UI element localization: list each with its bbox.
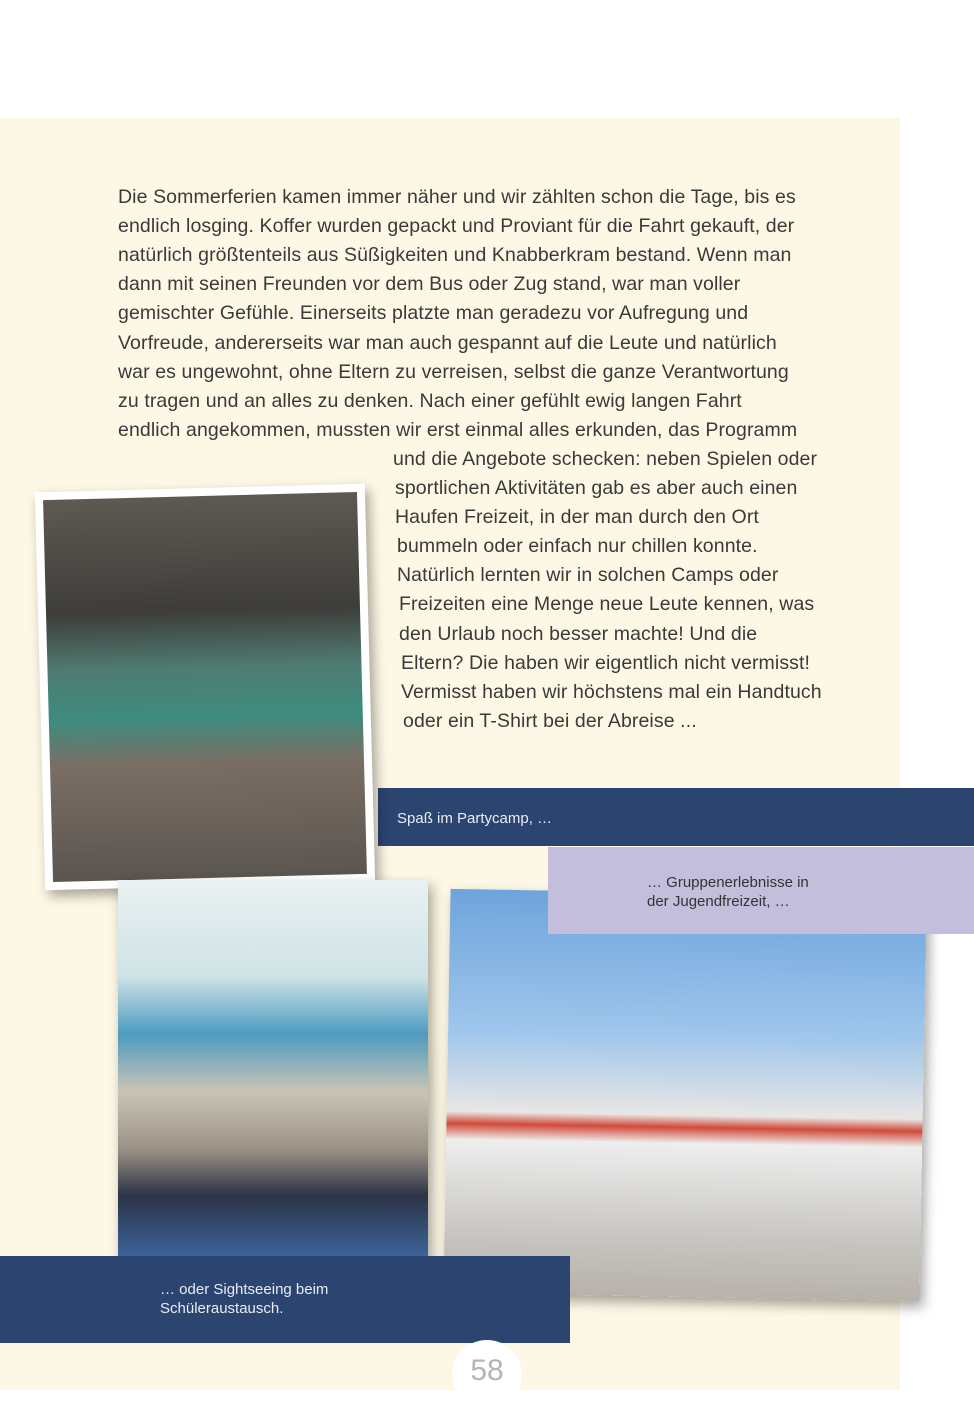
body-text-line: war es ungewohnt, ohne Eltern zu verreisen, selbst die ganze Verantwortung xyxy=(118,360,789,383)
photo-swimming-image xyxy=(43,492,367,882)
caption-line: Schüleraustausch. xyxy=(160,1300,284,1317)
body-text-line: den Urlaub noch besser machte! Und die xyxy=(399,622,758,645)
body-text-line: zu tragen und an alles zu denken. Nach einer gefühlt ewig langen Fahrt xyxy=(118,389,742,412)
body-text-line: oder ein T-Shirt bei der Abreise ... xyxy=(403,709,697,732)
photo-swimming xyxy=(35,484,375,891)
photo-amsterdam xyxy=(444,889,927,1301)
body-text-line: endlich angekommen, mussten wir erst einmal alles erkunden, das Programm xyxy=(118,418,798,441)
body-text-line: Vorfreude, andererseits war man auch gespannt auf die Leute und natürlich xyxy=(118,331,777,354)
body-text-line: dann mit seinen Freunden vor dem Bus oder Zug stand, war man voller xyxy=(118,273,741,296)
caption-line: … Gruppenerlebnisse in xyxy=(647,874,809,891)
body-text-line: Natürlich lernten wir in solchen Camps oder xyxy=(397,564,779,587)
body-text-line: gemischter Gefühle. Einerseits platzte man geradezu vor Aufregung und xyxy=(118,302,749,325)
caption-partycamp: Spaß im Partycamp, … xyxy=(397,810,553,827)
caption-line: der Jugendfreizeit, … xyxy=(647,893,790,910)
photo-tower-bridge xyxy=(118,880,428,1265)
body-text-line: Vermisst haben wir höchstens mal ein Handtuch xyxy=(401,680,822,703)
page-number: 58 xyxy=(470,1354,504,1387)
body-text-line: bummeln oder einfach nur chillen konnte. xyxy=(397,535,758,558)
body-text-line: endlich losging. Koffer wurden gepackt und Proviant für die Fahrt gekauft, der xyxy=(118,215,795,238)
body-text-line: Die Sommerferien kamen immer näher und wir zählten schon die Tage, bis es xyxy=(118,186,796,208)
body-text-line: Eltern? Die haben wir eigentlich nicht vermisst! xyxy=(401,651,811,674)
body-text-line: Freizeiten eine Menge neue Leute kennen, was xyxy=(399,593,815,616)
body-text-line: sportlichen Aktivitäten gab es aber auch einen xyxy=(395,477,798,499)
body-text-line: natürlich größtenteils aus Süßigkeiten und Knabberkram bestand. Wenn man xyxy=(118,244,792,267)
body-text-line: und die Angebote schecken: neben Spielen oder xyxy=(393,447,818,470)
caption-jugendfreizeit xyxy=(647,873,809,911)
body-text-line: Haufen Freizeit, in der man durch den Ort xyxy=(395,506,759,529)
caption-line: … oder Sightseeing beim xyxy=(160,1281,329,1298)
caption-austausch xyxy=(160,1280,328,1318)
